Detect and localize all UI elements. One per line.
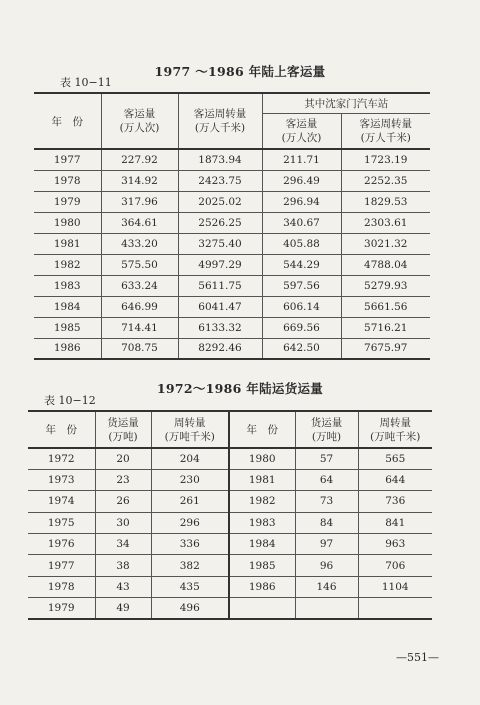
table2-cell-year: 1986: [229, 576, 295, 597]
table1-cell-value: 6133.32: [178, 317, 262, 338]
table1-cell-year: 1982: [34, 254, 101, 275]
table2-header-turnover-left-line2: (万吨千米): [164, 430, 215, 443]
table1-cell-value: 314.92: [101, 170, 178, 191]
table1-cell-value: 5611.75: [178, 275, 262, 296]
table2-cell-year: 1974: [28, 491, 95, 512]
table2-header-volume-left: [95, 411, 151, 448]
table2-header-volume-right: [295, 411, 358, 448]
table2-header-volume-left-line2: (万吨): [108, 430, 138, 443]
table1-cell-year: 1986: [34, 338, 101, 359]
table2-body: [28, 448, 432, 619]
table2-cell-year: 1973: [28, 469, 95, 490]
table1-title: 1977 ～1986 年陆上客运量: [154, 64, 326, 79]
table1-cell-value: 296.49: [262, 170, 341, 191]
table2-cell-value: 49: [95, 598, 151, 619]
table1-cell-year: 1979: [34, 191, 101, 212]
table2-cell-year: [229, 598, 295, 619]
table1-header-volume: [101, 93, 178, 149]
table2-header-turnover-right: [358, 411, 432, 448]
table1-cell-value: 364.61: [101, 212, 178, 233]
table1-cell-value: 296.94: [262, 191, 341, 212]
table2-cell-value: 73: [295, 491, 358, 512]
table2-cell-value: 30: [95, 512, 151, 533]
table1-cell-value: 633.24: [101, 275, 178, 296]
table1-row: [34, 338, 430, 359]
table1-number: 表 10−11: [60, 76, 112, 89]
table1-cell-value: 1873.94: [178, 149, 262, 170]
table1-cell-year: 1984: [34, 296, 101, 317]
table1-cell-value: 669.56: [262, 317, 341, 338]
table2-row: [28, 448, 432, 469]
table1-header-sub-turnover-line2: (万人千米): [360, 131, 411, 144]
table1-cell-value: 544.29: [262, 254, 341, 275]
table1-cell-value: 340.67: [262, 212, 341, 233]
table1-cell-value: 211.71: [262, 149, 341, 170]
table1-header-sub-turnover-line1: 客运周转量: [359, 117, 412, 130]
table2-cell-year: 1985: [229, 555, 295, 576]
table2-cell-value: 146: [295, 576, 358, 597]
table1-cell-year: 1985: [34, 317, 101, 338]
table2-cell-value: 34: [95, 534, 151, 555]
table2-cell-value: 435: [151, 576, 229, 597]
table2-row: [28, 555, 432, 576]
table1-cell-value: 575.50: [101, 254, 178, 275]
table1-header-volume-line2: (万人次): [119, 122, 160, 134]
table1-row: [34, 254, 430, 275]
table2-cell-value: 26: [95, 491, 151, 512]
table1-cell-value: 3275.40: [178, 233, 262, 254]
table1-cell-value: 2303.61: [341, 212, 430, 233]
table2-cell-value: 64: [295, 469, 358, 490]
table2-cell-year: 1972: [28, 448, 95, 469]
table1-cell-value: 597.56: [262, 275, 341, 296]
table1-row: [34, 212, 430, 233]
table2-header-turnover-left-line1: 周转量: [174, 416, 206, 429]
table2-header-turnover-right-line1: 周转量: [379, 416, 411, 429]
table2-cell-year: 1975: [28, 512, 95, 533]
table2: [28, 410, 432, 620]
table2-cell-value: 382: [151, 555, 229, 576]
table1-cell-value: 642.50: [262, 338, 341, 359]
table2-cell-value: 706: [358, 555, 432, 576]
table2-row: [28, 534, 432, 555]
table1-cell-year: 1978: [34, 170, 101, 191]
table2-cell-value: 261: [151, 491, 229, 512]
table2-header-turnover-left: [151, 411, 229, 448]
table2-cell-year: 1981: [229, 469, 295, 490]
table2-cell-value: 204: [151, 448, 229, 469]
table1-cell-value: 714.41: [101, 317, 178, 338]
table1-row: [34, 149, 430, 170]
table2-cell-value: 565: [358, 448, 432, 469]
table1-cell-value: 3021.32: [341, 233, 430, 254]
table1-cell-value: 606.14: [262, 296, 341, 317]
table2-cell-value: [358, 598, 432, 619]
table1-cell-value: 2025.02: [178, 191, 262, 212]
table1-cell-value: 1829.53: [341, 191, 430, 212]
page-number: —551—: [396, 651, 439, 664]
table1-header-volume-line1: 客运量: [123, 108, 156, 120]
table2-cell-value: 96: [295, 555, 358, 576]
table1-cell-year: 1983: [34, 275, 101, 296]
table1-cell-value: 2423.75: [178, 170, 262, 191]
table1-header-sub-volume-line1: 客运量: [285, 117, 318, 130]
table1-cell-value: 7675.97: [341, 338, 430, 359]
table2-cell-year: 1979: [28, 598, 95, 619]
table2-row: [28, 576, 432, 597]
table1-cell-value: 6041.47: [178, 296, 262, 317]
table2-cell-value: 38: [95, 555, 151, 576]
table2-cell-year: 1976: [28, 534, 95, 555]
table1-row: [34, 233, 430, 254]
table1-row: [34, 296, 430, 317]
table1-header-sub-turnover: [341, 113, 430, 149]
table2-cell-year: 1984: [229, 534, 295, 555]
table2-cell-value: 296: [151, 512, 229, 533]
table1-cell-value: 2252.35: [341, 170, 430, 191]
table1-cell-value: 227.92: [101, 149, 178, 170]
table1-header-turnover-line1: 客运周转量: [193, 108, 247, 120]
table2-cell-value: 20: [95, 448, 151, 469]
table2-cell-value: 57: [295, 448, 358, 469]
table1-cell-value: 5716.21: [341, 317, 430, 338]
table1-row: [34, 317, 430, 338]
table2-row: [28, 469, 432, 490]
table2-cell-year: 1980: [229, 448, 295, 469]
table2-cell-value: 336: [151, 534, 229, 555]
table1-cell-year: 1981: [34, 233, 101, 254]
table1-cell-value: 317.96: [101, 191, 178, 212]
table2-header-year-left: 年 份: [28, 411, 95, 448]
table2-cell-value: 841: [358, 512, 432, 533]
table1-cell-value: 1723.19: [341, 149, 430, 170]
table1-cell-value: 4997.29: [178, 254, 262, 275]
table2-cell-value: 644: [358, 469, 432, 490]
table1-header-year: 年 份: [34, 93, 101, 149]
table2-row: [28, 512, 432, 533]
table2-cell-value: 736: [358, 491, 432, 512]
table1-body: [34, 149, 430, 359]
table1-header-group: 其中沈家门汽车站: [262, 93, 430, 113]
table1-header-sub-volume-line2: (万人次): [281, 131, 322, 144]
table2-cell-value: 43: [95, 576, 151, 597]
table1-cell-value: 2526.25: [178, 212, 262, 233]
table1-header-sub-volume: [262, 113, 341, 149]
table2-header-volume-right-line1: 货运量: [310, 416, 343, 429]
table1-cell-value: 5661.56: [341, 296, 430, 317]
table2-cell-value: 97: [295, 534, 358, 555]
table2-header-volume-right-line2: (万吨): [311, 430, 342, 443]
table2-cell-year: 1982: [229, 491, 295, 512]
table2-cell-year: 1983: [229, 512, 295, 533]
table1-row: [34, 275, 430, 296]
table2-cell-year: 1977: [28, 555, 95, 576]
table1-row: [34, 170, 430, 191]
table1-header-turnover-line2: (万人千米): [194, 122, 246, 134]
table1-cell-value: 8292.46: [178, 338, 262, 359]
table2-cell-year: 1978: [28, 576, 95, 597]
table2-header-turnover-right-line2: (万吨千米): [370, 430, 421, 443]
table1-cell-value: 646.99: [101, 296, 178, 317]
table2-cell-value: 230: [151, 469, 229, 490]
table1-cell-value: 4788.04: [341, 254, 430, 275]
table2-row: [28, 491, 432, 512]
table2-cell-value: [295, 598, 358, 619]
table1-cell-value: 405.88: [262, 233, 341, 254]
table1-cell-year: 1980: [34, 212, 101, 233]
table1-cell-value: 708.75: [101, 338, 178, 359]
table2-cell-value: 23: [95, 469, 151, 490]
table1-cell-value: 5279.93: [341, 275, 430, 296]
table2-title: 1972～1986 年陆运货运量: [156, 381, 324, 396]
table2-header-year-right: 年 份: [229, 411, 295, 448]
table1-cell-value: 433.20: [101, 233, 178, 254]
table2-header-volume-left-line1: 货运量: [107, 416, 139, 429]
table1-header-turnover: [178, 93, 262, 149]
table2-cell-value: 1104: [358, 576, 432, 597]
table2-row: [28, 598, 432, 619]
table2-cell-value: 496: [151, 598, 229, 619]
table1: [34, 92, 430, 360]
table2-number: 表 10−12: [44, 394, 96, 407]
table1-row: [34, 191, 430, 212]
table2-cell-value: 963: [358, 534, 432, 555]
table1-cell-year: 1977: [34, 149, 101, 170]
table2-cell-value: 84: [295, 512, 358, 533]
